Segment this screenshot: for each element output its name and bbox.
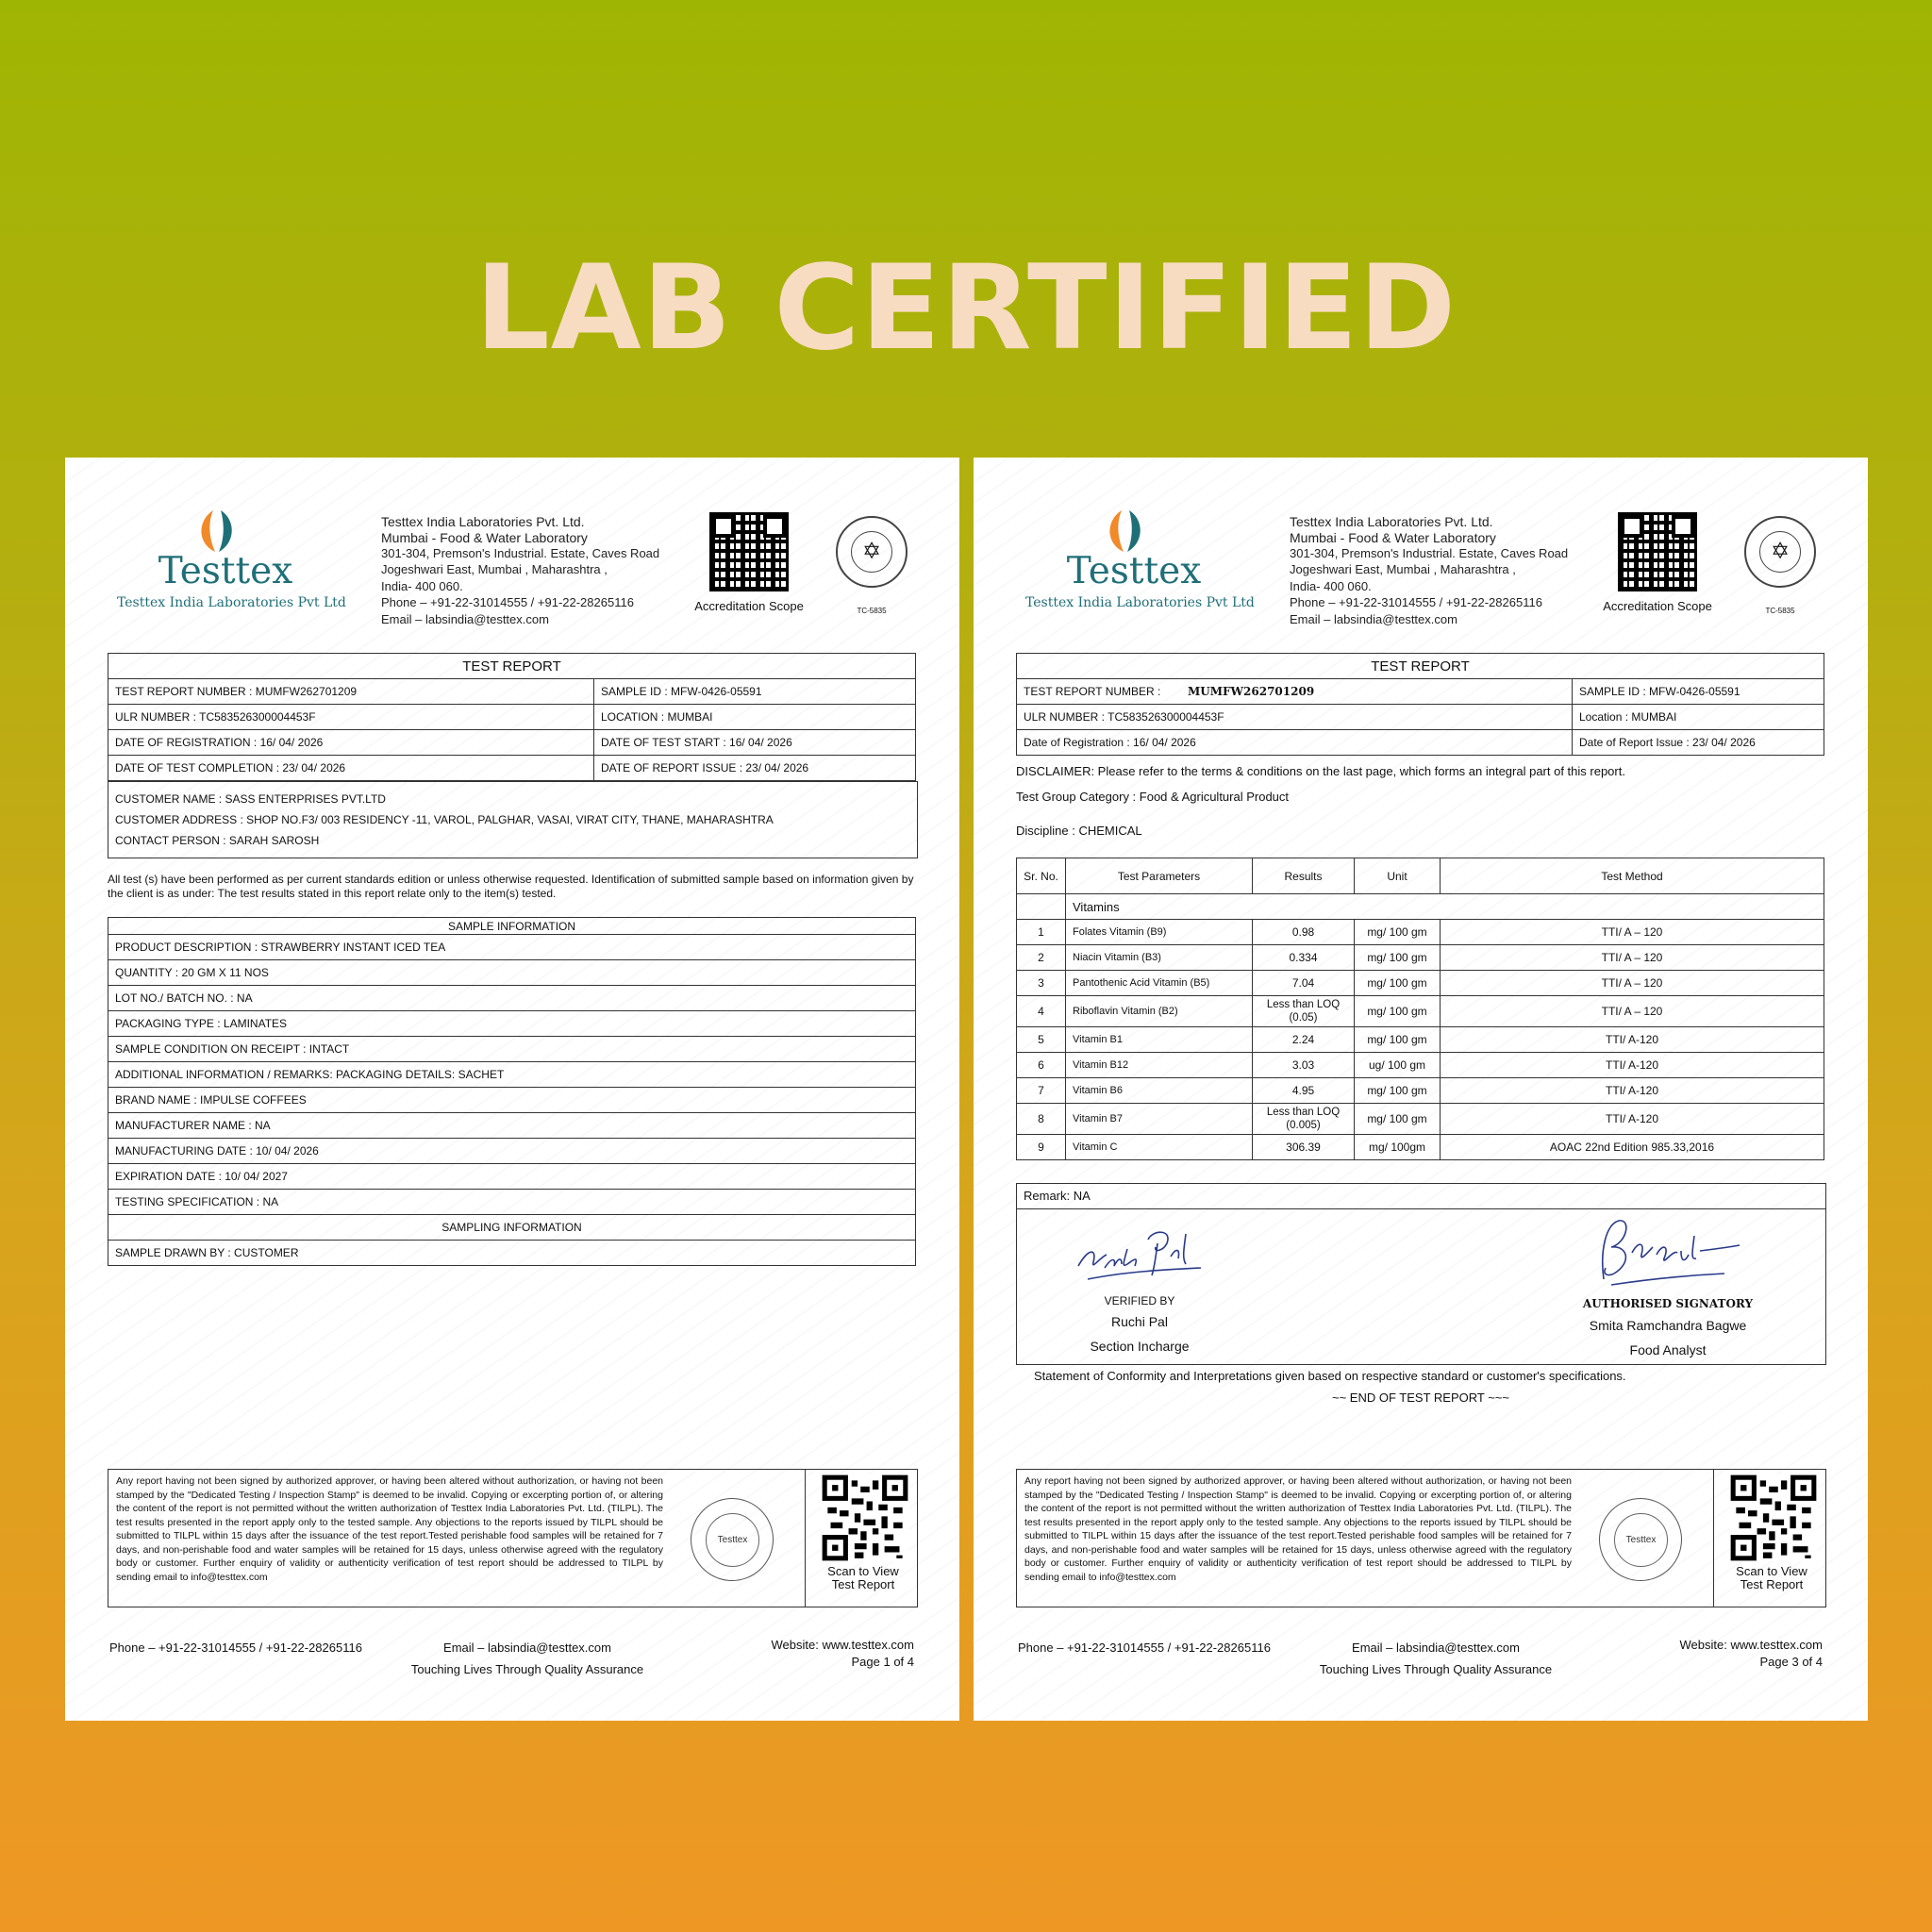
test-statement: All test (s) have been performed as per current standards edition or unless otherwise requested. Identification of submitted sample based on information given by the client is as under: The test results stated in this report relate only to the item(s) tested. <box>108 873 914 900</box>
verified-label: VERIFIED BY <box>1104 1294 1175 1307</box>
report-header-table <box>1016 653 1824 756</box>
header-cell: SAMPLE ID : MFW-0426-05591 <box>1573 679 1824 705</box>
column-header: Sr. No. <box>1017 858 1066 894</box>
lab-address <box>1290 514 1568 627</box>
report-number: MUMFW262701209 <box>1181 679 1573 705</box>
address-line: Jogeshwari East, Mumbai , Maharashtra , <box>1290 562 1516 576</box>
seal-caption: TC-5835 <box>1765 607 1795 615</box>
signature-smita-bagwe <box>1583 1213 1743 1293</box>
table-row: 2 Niacin Vitamin (B3) 0.334 mg/ 100 gm TTI/ A – 120 <box>1017 945 1824 971</box>
table-row: 5 Vitamin B1 2.24 mg/ 100 gm TTI/ A-120 <box>1017 1027 1824 1053</box>
inspection-stamp-icon: Testtex <box>691 1498 774 1581</box>
footer-website[interactable]: Website: www.testtex.com <box>1679 1638 1823 1652</box>
logo-wordmark: Testtex <box>158 550 293 592</box>
remark: Remark: NA <box>1016 1183 1826 1209</box>
footer-email[interactable]: Email – labsindia@testtex.com <box>443 1641 611 1655</box>
sample-row: PACKAGING TYPE : LAMINATES <box>108 1011 916 1037</box>
address-line: Mumbai - Food & Water Laboratory <box>381 529 588 545</box>
sampling-info-title: SAMPLING INFORMATION <box>108 1215 916 1241</box>
header-cell: LOCATION : MUMBAI <box>594 705 916 730</box>
report-qr-icon[interactable] <box>1730 1474 1817 1561</box>
footer-tagline: Touching Lives Through Quality Assurance <box>1319 1662 1553 1676</box>
sample-row: PRODUCT DESCRIPTION : STRAWBERRY INSTANT ICED TEA <box>108 935 916 960</box>
header-cell: ULR NUMBER : TC583526300004453F <box>1017 705 1573 730</box>
scan-caption: Scan to View Test Report <box>1736 1564 1807 1591</box>
column-header: Results <box>1253 858 1355 894</box>
test-group-line: Test Group Category : Food & Agricultural Product <box>1016 790 1290 804</box>
footer-phone: Phone – +91-22-31014555 / +91-22-28265116 <box>1018 1641 1271 1655</box>
header-cell: Date of Report Issue : 23/ 04/ 2026 <box>1573 730 1824 756</box>
qr-code-icon <box>709 512 789 591</box>
sample-row: LOT NO./ BATCH NO. : NA <box>108 986 916 1011</box>
report-title: TEST REPORT <box>108 654 916 679</box>
accreditation-seal-icon: ✡ <box>836 516 908 588</box>
authorised-role: Food Analyst <box>1629 1342 1707 1357</box>
table-row: 1 Folates Vitamin (B9) 0.98 mg/ 100 gm TTI/ A – 120 <box>1017 920 1824 945</box>
header-cell: DATE OF REPORT ISSUE : 23/ 04/ 2026 <box>594 756 916 781</box>
column-header: Test Method <box>1441 858 1824 894</box>
customer-line: CONTACT PERSON : SARAH SAROSH <box>115 834 320 847</box>
inspection-stamp-icon: Testtex <box>1599 1498 1682 1581</box>
address-line: Phone – +91-22-31014555 / +91-22-28265116 <box>1290 595 1542 609</box>
table-row: 8 Vitamin B7 Less than LOQ (0.005) mg/ 100 gm TTI/ A-120 <box>1017 1104 1824 1135</box>
report-qr-icon[interactable] <box>822 1474 908 1561</box>
address-line: Email – labsindia@testtex.com <box>381 611 549 626</box>
address-line: Testtex India Laboratories Pvt. Ltd. <box>1290 514 1493 529</box>
report-page-1 <box>65 458 959 1721</box>
customer-block <box>108 781 918 858</box>
header-cell: SAMPLE ID : MFW-0426-05591 <box>594 679 916 705</box>
table-row: 3 Pantothenic Acid Vitamin (B5) 7.04 mg/ 100 gm TTI/ A – 120 <box>1017 971 1824 996</box>
address-line: India- 400 060. <box>381 578 463 593</box>
verified-name: Ruchi Pal <box>1111 1314 1168 1329</box>
scan-caption: Scan to View Test Report <box>827 1564 899 1591</box>
header-cell: DATE OF TEST COMPLETION : 23/ 04/ 2026 <box>108 756 594 781</box>
sample-info-title: SAMPLE INFORMATION <box>108 918 916 935</box>
end-of-report: ~~ END OF TEST REPORT ~~~ <box>1332 1391 1509 1405</box>
leaf-icon <box>194 507 238 554</box>
authorised-name: Smita Ramchandra Bagwe <box>1589 1318 1747 1333</box>
verified-block <box>1055 1292 1224 1358</box>
address-line: India- 400 060. <box>1290 578 1372 593</box>
report-page-3 <box>974 458 1868 1721</box>
address-line: Testtex India Laboratories Pvt. Ltd. <box>381 514 585 529</box>
results-table <box>1016 858 1824 1160</box>
header-cell: TEST REPORT NUMBER : MUMFW262701209 <box>108 679 594 705</box>
lab-address <box>381 514 659 627</box>
signature-ruchi-pal <box>1069 1221 1210 1291</box>
column-header: Test Parameters <box>1066 858 1253 894</box>
footer-web <box>1680 1637 1823 1671</box>
address-line: Phone – +91-22-31014555 / +91-22-28265116 <box>381 595 634 609</box>
header-cell: DATE OF TEST START : 16/ 04/ 2026 <box>594 730 916 756</box>
logo-wordmark: Testtex <box>1066 550 1202 592</box>
accreditation-qr[interactable] <box>694 512 804 613</box>
sample-info-table <box>108 917 916 1266</box>
header-cell: ULR NUMBER : TC583526300004453F <box>108 705 594 730</box>
conformity-statement: Statement of Conformity and Interpretations given based on respective standard or customer's specifications. <box>1034 1369 1626 1383</box>
accreditation-seal-icon: ✡ <box>1744 516 1816 588</box>
customer-line: CUSTOMER NAME : SASS ENTERPRISES PVT.LTD <box>115 792 386 806</box>
footer-disclaimer-box <box>108 1469 918 1607</box>
seal-caption: TC-5835 <box>857 607 887 615</box>
address-line: Email – labsindia@testtex.com <box>1290 611 1457 626</box>
logo-subtitle: Testtex India Laboratories Pvt Ltd <box>1025 595 1255 610</box>
discipline-line: Discipline : CHEMICAL <box>1016 824 1142 838</box>
report-header-table <box>108 653 916 781</box>
testtex-logo <box>1025 507 1255 610</box>
footer-phone: Phone – +91-22-31014555 / +91-22-28265116 <box>109 1641 362 1655</box>
sample-row: BRAND NAME : IMPULSE COFFEES <box>108 1088 916 1113</box>
accreditation-qr[interactable] <box>1603 512 1712 613</box>
authorised-block <box>1564 1292 1772 1362</box>
qr-code-icon <box>1618 512 1697 591</box>
header-cell: Date of Registration : 16/ 04/ 2026 <box>1017 730 1573 756</box>
report-title: TEST REPORT <box>1017 654 1824 679</box>
address-line: Mumbai - Food & Water Laboratory <box>1290 529 1496 545</box>
footer-email[interactable]: Email – labsindia@testtex.com <box>1352 1641 1520 1655</box>
signature-area <box>1016 1208 1826 1365</box>
footer-disclaimer: Any report having not been signed by authorized approver, or having been altered without authorization, or having not been stamped by the "Dedicated Testing / Inspection Stamp" is deemed to be invalid. Copying or excerpting portion of, or altering the content of the report is not permitted without the written authorization of Testtex India Laboratories Pvt. Ltd. (TILPL). The test results presented in the report apply only to the tested sample. Any objections to the reports issued by TILPL should be submitted to TILPL within 15 days after the issuance of the test report.Tested perishable food samples will be retained for 7 days, and non-perishable food and water samples will be retained for 15 days, unless otherwise agreed with the regulatory body or customer. Further enquiry of validity or authenticity verification of test report should be addressed to TILPL by sending email to info@testtex.com <box>116 1475 663 1583</box>
sample-row: MANUFACTURING DATE : 10/ 04/ 2026 <box>108 1139 916 1164</box>
qr-caption: Accreditation Scope <box>1603 599 1712 613</box>
sample-row: SAMPLE CONDITION ON RECEIPT : INTACT <box>108 1037 916 1062</box>
table-row: 9 Vitamin C 306.39 mg/ 100gm AOAC 22nd Edition 985.33,2016 <box>1017 1135 1824 1160</box>
group-label: Vitamins <box>1066 894 1824 920</box>
footer-tagline: Touching Lives Through Quality Assurance <box>410 1662 644 1676</box>
headline: LAB CERTIFIED <box>475 241 1457 376</box>
footer-disclaimer-box <box>1016 1469 1826 1607</box>
header-cell: DATE OF REGISTRATION : 16/ 04/ 2026 <box>108 730 594 756</box>
logo-subtitle: Testtex India Laboratories Pvt Ltd <box>117 595 346 610</box>
sampling-row: SAMPLE DRAWN BY : CUSTOMER <box>108 1241 916 1266</box>
address-line: 301-304, Premson's Industrial. Estate, Caves Road <box>381 545 660 560</box>
footer-contact <box>405 1637 650 1680</box>
sample-row: TESTING SPECIFICATION : NA <box>108 1190 916 1215</box>
header-cell: TEST REPORT NUMBER : <box>1017 679 1182 705</box>
footer-disclaimer: Any report having not been signed by authorized approver, or having been altered without authorization, or having not been stamped by the "Dedicated Testing / Inspection Stamp" is deemed to be invalid. Copying or excerpting portion of, or altering the content of the report is not permitted without the written authorization of Testtex India Laboratories Pvt. Ltd. (TILPL). The test results presented in the report apply only to the tested sample. Any objections to the reports issued by TILPL should be submitted to TILPL within 15 days after the issuance of the test report.Tested perishable food samples will be retained for 7 days, and non-perishable food and water samples will be retained for 15 days, unless otherwise agreed with the regulatory body or customer. Further enquiry of validity or authenticity verification of test report should be addressed to TILPL by sending email to info@testtex.com <box>1024 1475 1572 1583</box>
sample-row: QUANTITY : 20 GM X 11 NOS <box>108 960 916 986</box>
leaf-icon <box>1103 507 1146 554</box>
table-row: 7 Vitamin B6 4.95 mg/ 100 gm TTI/ A-120 <box>1017 1078 1824 1104</box>
customer-line: CUSTOMER ADDRESS : SHOP NO.F3/ 003 RESIDENCY -11, VAROL, PALGHAR, VASAI, VIRAT CITY, THANE, MAHARASHTRA <box>115 813 774 826</box>
sample-row: MANUFACTURER NAME : NA <box>108 1113 916 1139</box>
table-row: 4 Riboflavin Vitamin (B2) Less than LOQ (0.05) mg/ 100 gm TTI/ A – 120 <box>1017 996 1824 1027</box>
address-line: 301-304, Premson's Industrial. Estate, Caves Road <box>1290 545 1569 560</box>
disclaimer-line: DISCLAIMER: Please refer to the terms & conditions on the last page, which forms an integral part of this report. <box>1016 764 1625 778</box>
verified-role: Section Incharge <box>1090 1339 1190 1354</box>
table-row: 6 Vitamin B12 3.03 ug/ 100 gm TTI/ A-120 <box>1017 1053 1824 1078</box>
address-line: Jogeshwari East, Mumbai , Maharashtra , <box>381 562 608 576</box>
sample-row: EXPIRATION DATE : 10/ 04/ 2027 <box>108 1164 916 1190</box>
column-header: Unit <box>1355 858 1441 894</box>
page-number: Page 3 of 4 <box>1759 1655 1823 1669</box>
header-cell: Location : MUMBAI <box>1573 705 1824 730</box>
sample-row: ADDITIONAL INFORMATION / REMARKS: PACKAGING DETAILS: SACHET <box>108 1062 916 1088</box>
footer-contact <box>1313 1637 1558 1680</box>
authorised-label: AUTHORISED SIGNATORY <box>1582 1297 1754 1310</box>
testtex-logo <box>117 507 346 610</box>
qr-caption: Accreditation Scope <box>694 599 804 613</box>
footer-web <box>772 1637 914 1671</box>
page-number: Page 1 of 4 <box>851 1655 914 1669</box>
footer-website[interactable]: Website: www.testtex.com <box>771 1638 914 1652</box>
